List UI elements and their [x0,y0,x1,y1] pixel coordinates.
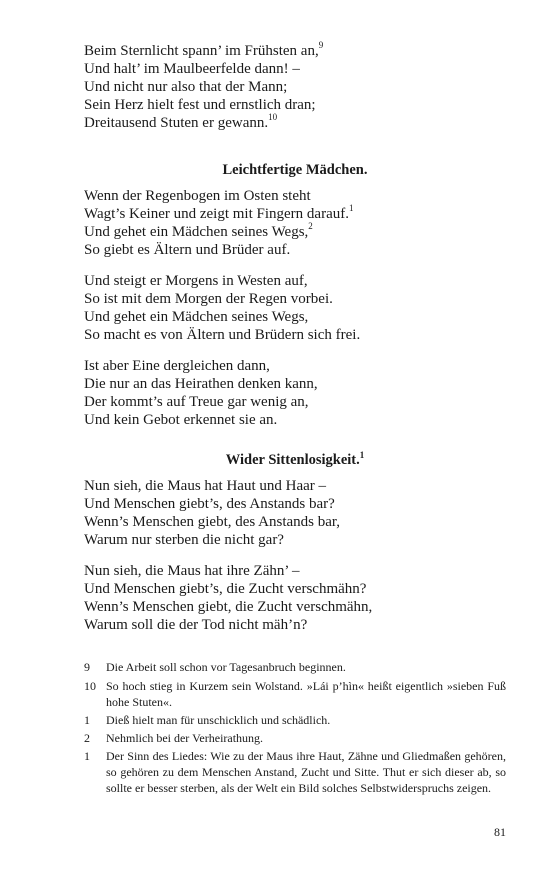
footnote-marker[interactable]: 10 [268,112,278,122]
verse-line: Und gehet ein Mädchen seines Wegs, [84,309,309,325]
footnote-marker[interactable]: 1 [348,203,354,213]
verse-line: Und steigt er Morgens in Westen auf, [84,273,308,289]
footnote-text: Dieß hielt man für unschicklich und schädlich. [106,713,331,727]
verse-line: Wenn’s Menschen giebt, die Zucht verschmähn, [84,599,373,615]
poem-title: Wider Sittenlosigkeit.$^1$ [225,450,365,468]
verse-line: Und kein Gebot erkennet sie an. [84,412,278,428]
footnote [84,748,506,796]
footnote-number: 1 [84,749,90,763]
verse-line: Und Menschen giebt’s, die Zucht verschmähn? [84,581,367,597]
footnote-number: 10 [84,679,96,693]
footnote-marker[interactable]: 1 [359,450,365,461]
verse-line: Und halt’ im Maulbeerfelde dann! – [84,61,300,77]
verse-line: Wagt’s Keiner und zeigt mit Fingern darauf.$^1$ [84,203,354,222]
verse-line: Wenn’s Menschen giebt, des Anstands bar, [84,514,341,530]
poem-title: Leichtfertige Mädchen. [222,162,368,178]
verse-line: Ist aber Eine dergleichen dann, [84,358,270,374]
footnote-text: So hoch stieg in Kurzem sein Wolstand. »Lái p’hìn« heißt eigentlich »sieben Fuß hohe Stuten«. [106,679,506,709]
footnote-text: Die Arbeit soll schon vor Tagesanbruch beginnen. [106,660,346,674]
verse-line: Und gehet ein Mädchen seines Wegs,$^2$ [84,221,313,240]
verse-line: Sein Herz hielt fest und ernstlich dran; [84,97,316,113]
footnote-number: 1 [84,713,90,727]
footnote-number: 2 [84,731,90,745]
verse-line: Dreitausend Stuten er gewann.$^{10}$ [84,112,278,131]
verse-line: Wenn der Regenbogen im Osten steht [84,188,311,204]
verse-line: Und Menschen giebt’s, des Anstands bar? [84,496,335,512]
footnote-number: 9 [84,660,90,674]
verse-line: Die nur an das Heirathen denken kann, [84,376,318,392]
verse-line: Nun sieh, die Maus hat Haut und Haar – [84,478,327,494]
footnote-text: Nehmlich bei der Verheirathung. [106,731,264,745]
verse-line: Nun sieh, die Maus hat ihre Zähn’ – [84,563,300,579]
verse-line: Beim Sternlicht spann’ im Frühsten an,$^9$ [84,40,324,59]
verse-line: Und nicht nur also that der Mann; [84,79,288,95]
footnote [84,712,506,728]
footnote-marker[interactable]: 9 [318,40,324,50]
verse-line: So giebt es Ältern und Brüder auf. [84,242,291,258]
footnote-text: Der Sinn des Liedes: Wie zu der Maus ihre Haut, Zähne und Gliedmaßen gehören, so gehören zu dem Menschen Anstand, Zucht und Sitte. Thut er sich dieser ab, so sollte er besser sterben, als der Welt ein Bild solches Selbstwiderspruchs zeigen. [106,749,506,795]
footnote-marker[interactable]: 2 [308,221,313,231]
verse-line: Der kommt’s auf Treue gar wenig an, [84,394,309,410]
verse-line: So macht es von Ältern und Brüdern sich frei. [84,327,361,343]
footnote [84,730,506,746]
footnote [84,659,506,675]
verse-line: So ist mit dem Morgen der Regen vorbei. [84,291,333,307]
verse-line: Warum soll die der Tod nicht mäh’n? [84,617,308,633]
footnote [84,678,506,710]
page-number: 81 [494,825,506,839]
verse-line: Warum nur sterben die nicht gar? [84,532,284,548]
